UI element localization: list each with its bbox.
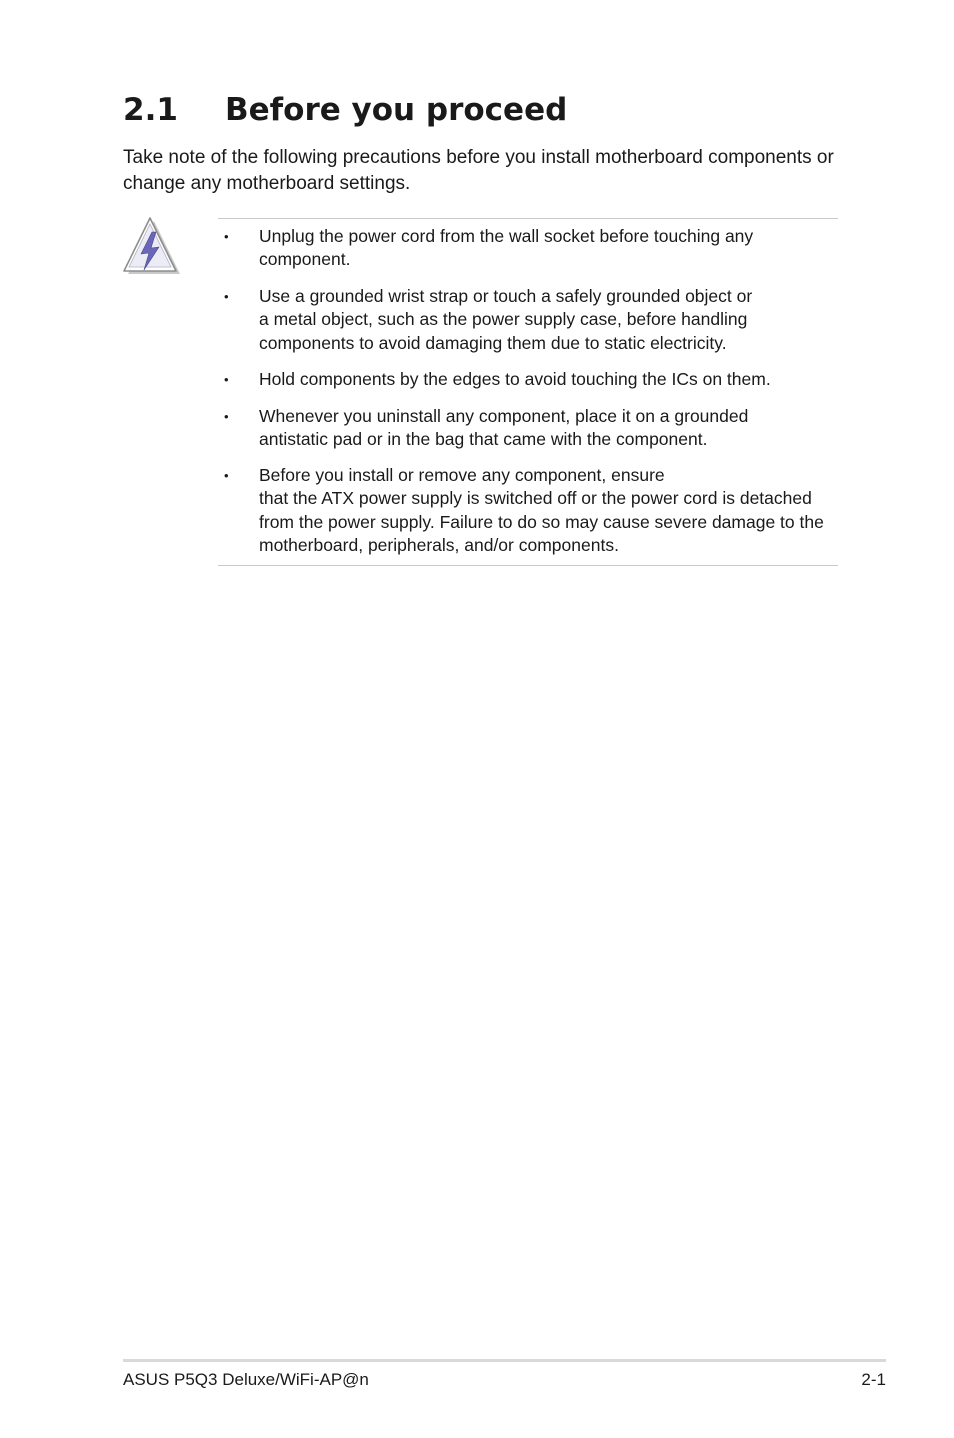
list-item-text: Unplug the power cord from the wall socket before touching any component.	[259, 226, 754, 270]
list-item-text: Use a grounded wrist strap or touch a safely grounded object or a metal object, such as the power supply case, before handling components to avoid damaging them due to static electricity.	[259, 286, 753, 353]
footer-divider	[123, 1359, 886, 1362]
list-item	[218, 285, 828, 355]
list-item-text: Hold components by the edges to avoid touching the ICs on them.	[259, 369, 771, 389]
footer-page-number: 2-1	[861, 1370, 886, 1389]
section-heading	[123, 90, 567, 130]
warning-notice-box	[218, 218, 838, 566]
list-item	[218, 368, 828, 391]
list-item-text: Whenever you uninstall any component, place it on a grounded antistatic pad or in the bag that came with the component.	[259, 406, 749, 450]
list-item	[218, 405, 828, 452]
bullet-marker: •	[224, 409, 229, 424]
section-number: 2.1	[123, 92, 178, 128]
list-item-text: Before you install or remove any component, ensure that the ATX power supply is switched off or the power cord is detached from the power supply. Failure to do so may cause severe damage to the motherboard, peripherals, and/or components.	[259, 465, 824, 555]
list-item	[218, 225, 828, 272]
footer-product-name: ASUS P5Q3 Deluxe/WiFi-AP@n	[123, 1370, 369, 1389]
intro-paragraph: Take note of the following precautions before you install motherboard components or change any motherboard settings.	[123, 147, 834, 194]
list-item	[218, 464, 828, 557]
bullet-marker: •	[224, 468, 229, 483]
warning-triangle-lightning-icon	[121, 216, 183, 276]
bullet-marker: •	[224, 289, 229, 304]
section-title: Before you proceed	[225, 92, 568, 128]
bullet-marker: •	[224, 229, 229, 244]
bullet-marker: •	[224, 372, 229, 387]
